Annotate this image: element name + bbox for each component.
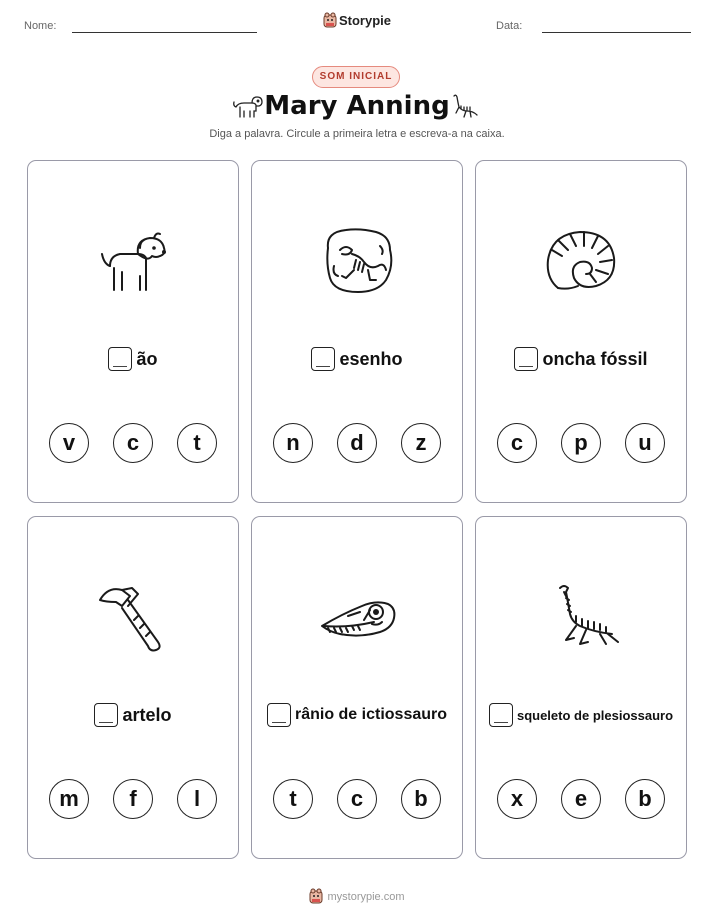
letter-choice[interactable]: p bbox=[561, 423, 601, 463]
word-ending: artelo bbox=[122, 704, 172, 725]
answer-box[interactable] bbox=[489, 703, 513, 727]
word-row bbox=[476, 703, 686, 727]
word-ending: esenho bbox=[339, 348, 403, 369]
word-row bbox=[252, 703, 462, 727]
letter-choice[interactable]: l bbox=[177, 779, 217, 819]
letter-choice[interactable]: t bbox=[273, 779, 313, 819]
answer-box[interactable] bbox=[311, 347, 335, 371]
word-card bbox=[27, 516, 239, 859]
word-card bbox=[475, 160, 687, 503]
answer-box[interactable] bbox=[514, 347, 538, 371]
date-label: Data: bbox=[496, 20, 523, 32]
brand bbox=[0, 12, 714, 28]
answer-box[interactable] bbox=[108, 347, 132, 371]
word-row bbox=[28, 703, 238, 727]
letter-choice[interactable]: e bbox=[561, 779, 601, 819]
letter-choice[interactable]: n bbox=[273, 423, 313, 463]
letter-choice[interactable]: m bbox=[49, 779, 89, 819]
word-row bbox=[28, 347, 238, 371]
dog-icon bbox=[94, 226, 174, 298]
letter-choice[interactable]: z bbox=[401, 423, 441, 463]
word-card bbox=[475, 516, 687, 859]
brand-name: Storypie bbox=[338, 13, 391, 28]
answer-box[interactable] bbox=[267, 703, 291, 727]
name-label: Nome: bbox=[24, 20, 57, 32]
word-card bbox=[251, 516, 463, 859]
name-line[interactable] bbox=[72, 32, 257, 33]
ammonite-shell-icon bbox=[542, 226, 622, 298]
word-ending: oncha fóssil bbox=[542, 348, 648, 369]
letter-choice[interactable]: c bbox=[113, 423, 153, 463]
word-card bbox=[27, 160, 239, 503]
letter-choice[interactable]: b bbox=[625, 779, 665, 819]
answer-box[interactable] bbox=[94, 703, 118, 727]
word-ending: rânio de ictiossauro bbox=[294, 706, 448, 723]
storypie-logo-icon bbox=[323, 12, 337, 28]
letter-choice[interactable]: u bbox=[625, 423, 665, 463]
letter-choice[interactable]: v bbox=[49, 423, 89, 463]
letter-choice[interactable]: c bbox=[337, 779, 377, 819]
storypie-logo-icon bbox=[309, 888, 323, 904]
word-row bbox=[476, 347, 686, 371]
word-ending: ão bbox=[136, 348, 158, 369]
letter-choice[interactable]: b bbox=[401, 779, 441, 819]
plesiosaur-skeleton-icon bbox=[542, 582, 622, 654]
word-row bbox=[252, 347, 462, 371]
footer bbox=[0, 888, 714, 904]
letter-choice[interactable]: t bbox=[177, 423, 217, 463]
word-ending: squeleto de plesiossauro bbox=[516, 707, 674, 723]
hammer-icon bbox=[94, 582, 174, 654]
section-badge: SOM INICIAL bbox=[312, 66, 400, 88]
page-title: Mary Anning bbox=[264, 91, 450, 121]
letter-choice[interactable]: c bbox=[497, 423, 537, 463]
letter-choice[interactable]: f bbox=[113, 779, 153, 819]
ichthyosaur-skull-icon bbox=[318, 582, 398, 654]
letter-choice[interactable]: d bbox=[337, 423, 377, 463]
plesiosaur-icon bbox=[448, 92, 480, 120]
footer-url[interactable]: mystorypie.com bbox=[327, 891, 405, 903]
letter-choice[interactable]: x bbox=[497, 779, 537, 819]
word-card bbox=[251, 160, 463, 503]
dinosaur-fossil-icon bbox=[318, 226, 398, 298]
date-line[interactable] bbox=[542, 32, 691, 33]
instructions: Diga a palavra. Circule a primeira letra e escreva-a na caixa. bbox=[209, 128, 505, 140]
